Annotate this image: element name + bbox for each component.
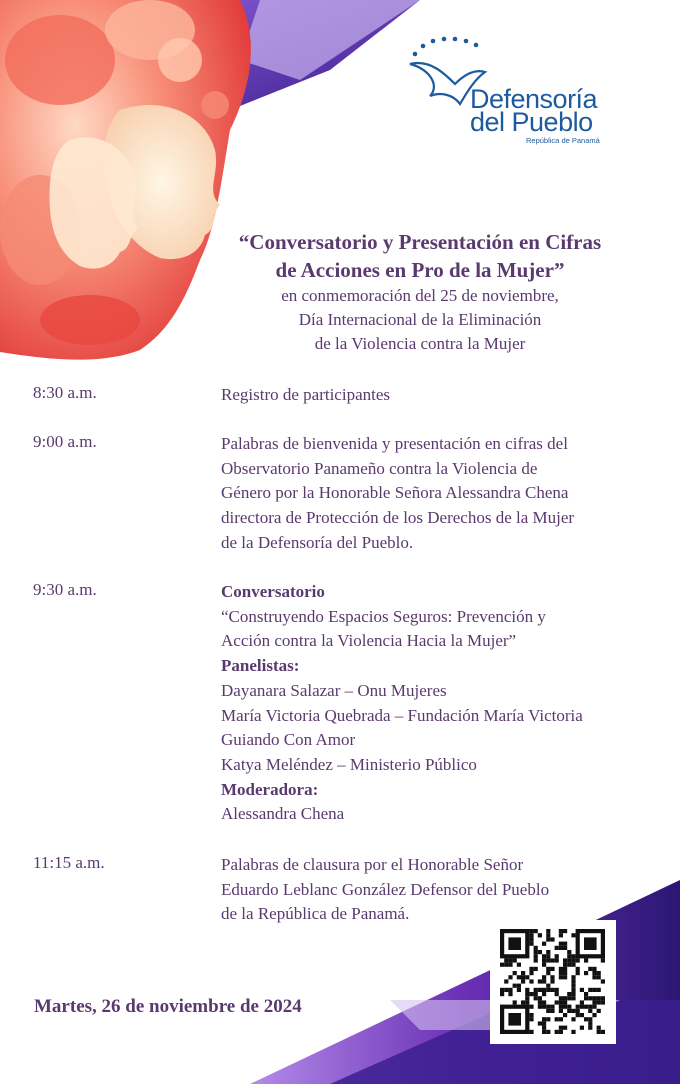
talk-title-line: “Construyendo Espacios Seguros: Prevención y xyxy=(221,606,546,626)
agenda-line: Registro de participantes xyxy=(221,385,391,404)
agenda-line: Palabras de clausura por el Honorable Señor xyxy=(221,855,524,874)
event-title xyxy=(210,228,630,356)
panelist: Dayanara Salazar – Onu Mujeres xyxy=(221,680,447,700)
agenda-line: Género por la Honorable Señora Alessandra Chena xyxy=(221,483,569,503)
agenda-line: Palabras de bienvenida y presentación en cifras del xyxy=(221,434,568,453)
qr-code-icon[interactable] xyxy=(490,920,616,1044)
agenda-line: de la República de Panamá. xyxy=(221,904,410,924)
logo-subtitle: República de Panamá xyxy=(526,136,600,145)
agenda-line: Eduardo Leblanc González Defensor del Pueblo xyxy=(221,879,550,899)
panelist: Guiando Con Amor xyxy=(221,730,356,750)
moderator: Alessandra Chena xyxy=(221,804,345,824)
agenda-line: de la Defensoría del Pueblo. xyxy=(221,532,414,552)
subtitle-line-2: Día Internacional de la Eliminación xyxy=(298,310,542,329)
logo-name-line1: Defensoría xyxy=(470,84,598,114)
agenda-time: 8:30 a.m. xyxy=(33,383,97,402)
agenda-time: 9:00 a.m. xyxy=(33,432,97,451)
panelist: María Victoria Quebrada – Fundación María Victoria xyxy=(221,705,583,725)
event-date: Martes, 26 de noviembre de 2024 xyxy=(34,996,302,1017)
agenda-line: Observatorio Panameño contra la Violencia de xyxy=(221,458,538,478)
panelist: Katya Meléndez – Ministerio Público xyxy=(221,754,477,774)
agenda-time: 9:30 a.m. xyxy=(33,580,97,599)
agenda-description xyxy=(221,432,651,556)
agenda-description xyxy=(221,383,651,408)
agenda-line: directora de Protección de los Derechos de la Mujer xyxy=(221,508,575,528)
title-line-2: de Acciones en Pro de la Mujer” xyxy=(275,258,565,282)
logo-name-line2: del Pueblo xyxy=(470,107,593,137)
subtitle-line-3: de la Violencia contra la Mujer xyxy=(314,334,526,353)
moderator-heading: Moderadora: xyxy=(221,779,319,799)
panelists-heading: Panelistas: xyxy=(221,656,300,676)
subtitle-line-1: en conmemoración del 25 de noviembre, xyxy=(281,286,559,305)
agenda-description xyxy=(221,580,651,827)
conversatorio-heading: Conversatorio xyxy=(221,582,325,601)
title-line-1: “Conversatorio y Presentación en Cifras xyxy=(238,230,602,254)
agenda-description xyxy=(221,853,651,927)
talk-title-line: Acción contra la Violencia Hacia la Mujer” xyxy=(221,631,517,651)
agenda-time: 11:15 a.m. xyxy=(33,853,105,872)
